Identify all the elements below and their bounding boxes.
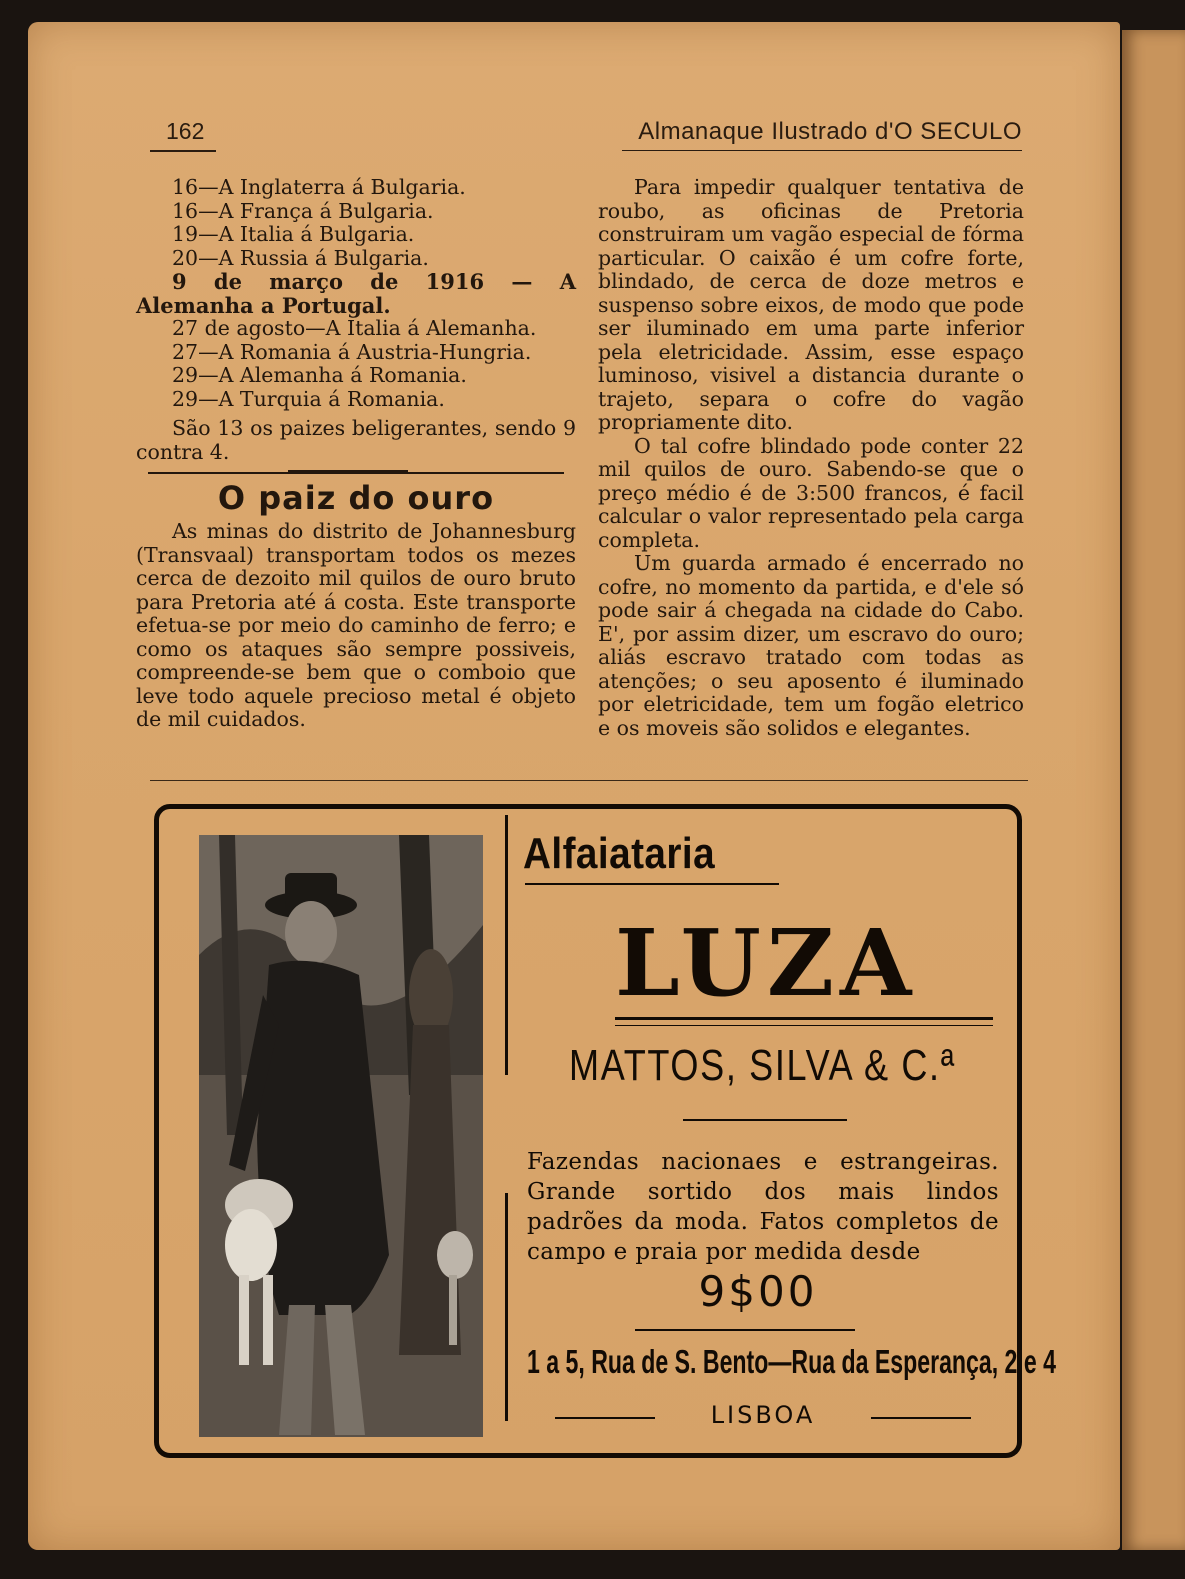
brand-rule (615, 1017, 993, 1020)
running-title: Almanaque Ilustrado d'O SECULO (638, 118, 1022, 145)
ornament-rule (148, 470, 564, 476)
page-number: 162 (166, 118, 205, 144)
portugal-declaration: 9 de março de 1916 — A Alemanha a Portugal. (136, 269, 576, 318)
photo-illustration (199, 835, 483, 1437)
left-column (136, 176, 576, 732)
ad-vertical-rule (505, 815, 508, 1075)
kicker-rule (525, 883, 779, 885)
article-paragraph: Um guarda armado é encerrado no cofre, no momento da partida, e d'ele só pode sair á chegada na cidade do Cabo. E', por assim dizer, um escravo do ouro; aliás escravo tratado com todas as atenções; o seu aposento é iluminado por eletricidade, tem um fogão eletrico e os moveis são solidos e elegantes. (598, 551, 1024, 740)
list-item: 27—A Romania á Austria-Hungria. (172, 339, 532, 364)
list-item: 19—A Italia á Bulgaria. (172, 222, 415, 246)
city-line (555, 1403, 971, 1433)
next-page-edge (1122, 30, 1185, 1550)
list-item: 29—A Alemanha á Romania. (172, 363, 467, 387)
owners-name: MATTOS, SILVA & C.ª (569, 1041, 956, 1090)
brand-rule (615, 1025, 993, 1026)
owners-rule (683, 1119, 847, 1121)
running-title-rule (622, 150, 1022, 151)
price-rule (635, 1329, 855, 1331)
list-item: 29—A Turquia á Romania. (172, 386, 445, 411)
article-paragraph: Para impedir qualquer tentativa de roubo, as oficinas de Pretoria construiram um vagão especial de fórma particular. O caixão é um cofre forte, blindado, de cerca de doze metros e suspenso sobre eixos, de modo que pode ser iluminado em uma parte inferior pela eletricidade. Assim, esse espaço luminoso, visivel a distancia durante o trajeto, separa o cofre do vagão propriamente dito. (598, 175, 1024, 434)
article-paragraph: O tal cofre blindado pode conter 22 mil quilos de ouro. Sabendo-se que o preço médio é de 3:500 francos, é facil calcular o valor representado pela carga completa. (598, 433, 1024, 552)
belligerents-summary: São 13 os paizes beligerantes, sendo 9 contra 4. (136, 416, 576, 464)
ad-city: LISBOA (710, 1401, 816, 1429)
tailor-advertisement (154, 804, 1056, 1458)
list-item: 27 de agosto—A Italia á Alemanha. (172, 316, 537, 340)
brand-name: LUZA (615, 909, 918, 1017)
man-with-dogs-photo (199, 835, 483, 1437)
ad-address: 1 a 5, Rua de S. Bento—Rua da Esperança, 2 e 4 (527, 1343, 1056, 1380)
list-item: 16—A França á Bulgaria. (172, 198, 434, 223)
list-item: 16—A Inglaterra á Bulgaria. (172, 175, 466, 199)
ad-description: Fazendas nacionaes e estrangeiras. Grande sortido dos mais lindos padrões da moda. Fatos completos de campo e praia por medida desde (527, 1149, 999, 1265)
page-header (150, 118, 1022, 152)
right-column (598, 176, 1024, 740)
list-item: 20—A Russia á Bulgaria. (172, 245, 429, 270)
ad-vertical-rule (505, 1193, 508, 1421)
article-paragraph: As minas do distrito de Johannesburg (Transvaal) transportam todos os mezes cerca de dezoito mil quilos de ouro bruto para Pretoria até á costa. Este transporte efetua-se por meio do caminho de ferro; e como os ataques são sempre possiveis, compreende-se bem que o comboio que leve todo aquele precioso metal é objeto de mil cuidados. (136, 519, 576, 731)
section-separator (150, 780, 1028, 781)
ad-kicker: Alfaiataria (523, 829, 716, 878)
section-title: O paiz do ouro (217, 479, 495, 517)
ad-price: 9$00 (698, 1267, 818, 1316)
page-number-rule (150, 150, 216, 152)
